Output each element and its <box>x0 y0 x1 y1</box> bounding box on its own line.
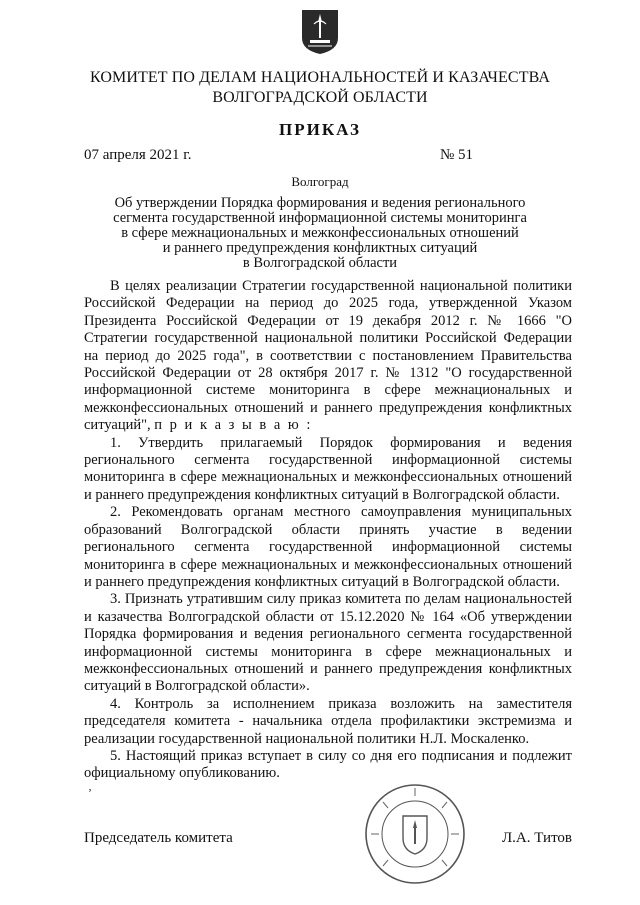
chairman-title: Председатель комитета <box>84 830 233 846</box>
order-item: 1. Утвердить прилагаемый Порядок формирования и ведения регионального сегмента государственной информационной системы мониторинга в сфере межнациональных и межконфессиональных отношений и раннего предупреждения конфликтных ситуаций в Волгоградской области. <box>84 434 572 503</box>
order-item: 4. Контроль за исполнением приказа возложить на заместителя председателя комитета - начальника отдела профилактики экстремизма и реализации государственной национальной политики Н.Л. Москаленко. <box>84 695 572 747</box>
order-body <box>84 278 572 783</box>
committee-line-2: ВОЛГОГРАДСКОЙ ОБЛАСТИ <box>212 89 428 106</box>
preamble-paragraph <box>84 278 572 435</box>
order-item: 5. Настоящий приказ вступает в силу со дня его подписания и подлежит официальному опубликованию. <box>84 747 572 782</box>
order-item: 3. Признать утратившим силу приказ комитета по делам национальностей и казачества Волгоградской области от 15.12.2020 № 164 «Об утверждении Порядка формирования и ведения регионального сегмента государственной информационной системы мониторинга в сфере межнациональных и межконфессиональных отношений и раннего предупреждения конфликтных ситуаций в Волгоградской области». <box>84 591 572 695</box>
order-word: п р и к а з ы в а ю : <box>154 417 313 434</box>
coat-of-arms-icon <box>300 8 340 56</box>
committee-line-1: КОМИТЕТ ПО ДЕЛАМ НАЦИОНАЛЬНОСТЕЙ И КАЗАЧЕСТВА <box>89 69 550 86</box>
subject-line: сегмента государственной информационной системы мониторинга <box>113 210 527 226</box>
subject-line: в сфере межнациональных и межконфессиональных отношений <box>121 225 519 241</box>
order-item: 2. Рекомендовать органам местного самоуправления муниципальных образований Волгоградской области принять участие в ведении регионального сегмента государственной информационной системы мониторинга в сфере межнациональных и межконфессиональных отношений и раннего предупреждения конфликтных ситуаций в Волгоградской области. <box>84 504 572 590</box>
subject-line: Об утверждении Порядка формирования и ведения регионального <box>114 195 526 211</box>
city-name: Волгоград <box>291 174 349 189</box>
preamble-text: В целях реализации Стратегии государственной национальной политики Российской Федерации на период до 2025 года, утвержденной Указом Президента Российской Федерации от 19 декабря 2012 г. № 1666 "О Стратегии государственной национальной политики Российской Федерации на период до 2025 года", в соответствии с постановлением Правительства Российской Федерации от 28 октября 2017 г. № 1312 "О государственной информационной системе мониторинга в сфере межнациональных и межконфессиональных отношений и раннего предупреждения конфликтных ситуаций", <box>84 278 572 434</box>
order-title: ПРИКАЗ <box>279 120 361 139</box>
order-number: № 51 <box>440 147 474 163</box>
order-date: 07 апреля 2021 г. <box>84 147 192 163</box>
order-subject <box>100 196 540 271</box>
committee-name <box>0 68 640 108</box>
subject-line: в Волгоградской области <box>242 255 398 271</box>
signer-name: Л.А. Титов <box>502 830 573 846</box>
subject-line: и раннего предупреждения конфликтных ситуаций <box>162 240 478 256</box>
ink-mark-icon: ʼ <box>88 786 92 800</box>
official-seal-icon <box>363 782 467 886</box>
